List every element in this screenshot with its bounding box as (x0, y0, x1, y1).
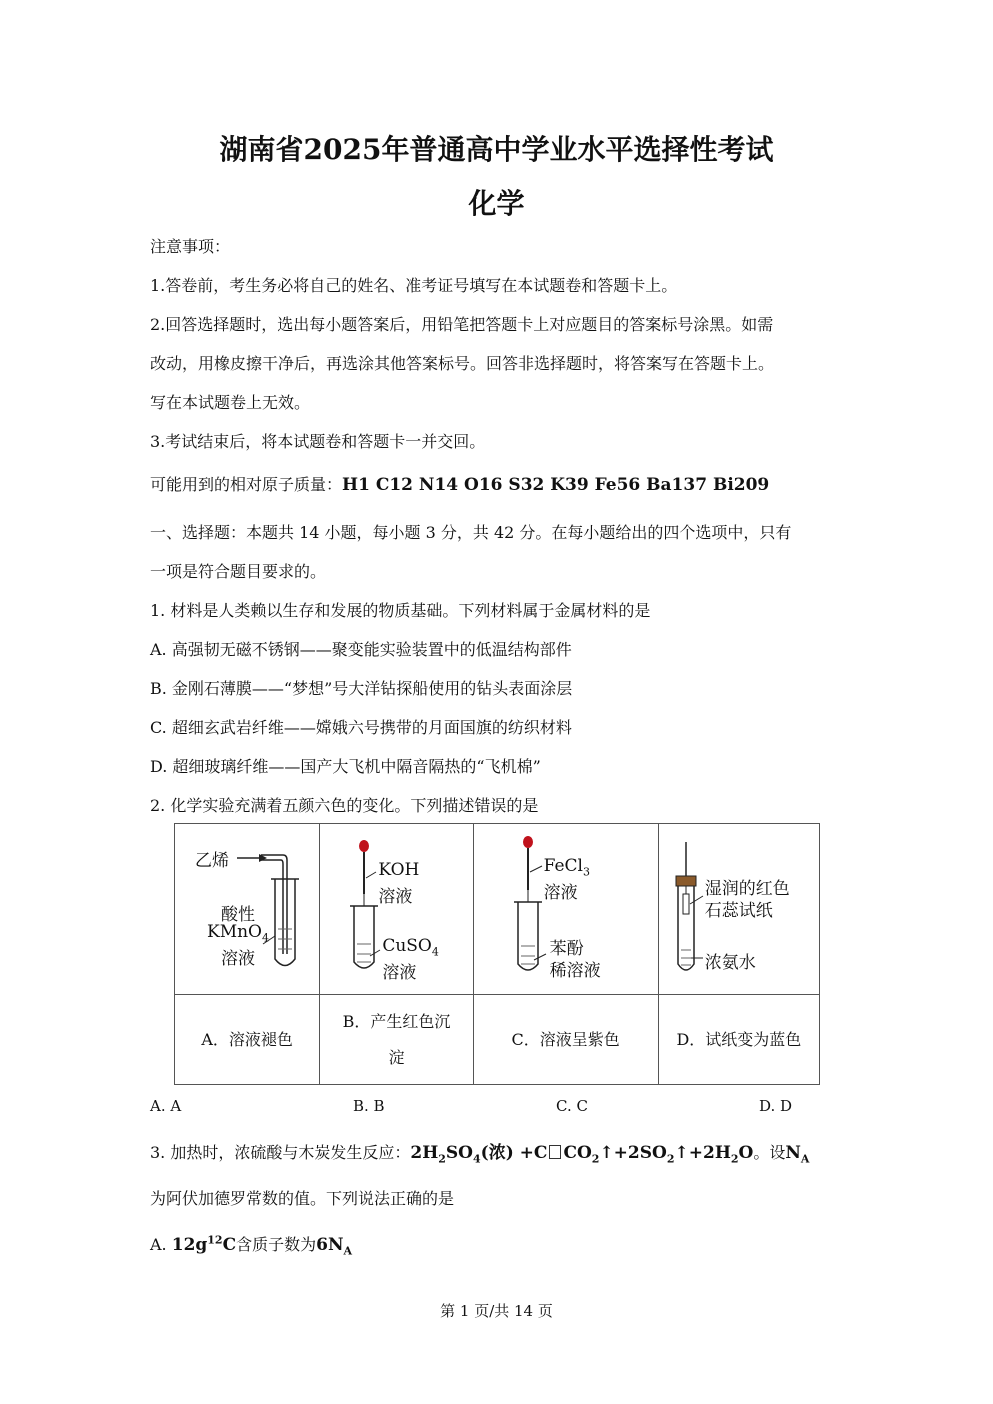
q2-answer-c: C. C (556, 1097, 588, 1115)
caption-c: C．溶液呈紫色 (473, 995, 658, 1085)
reagent-formula (207, 922, 269, 944)
atomic-mass-line (150, 472, 769, 495)
caption-b-line2: 淀 (388, 1047, 405, 1067)
q3-option-a (150, 1232, 352, 1257)
q3-stem (150, 1138, 809, 1165)
option-quantity (172, 1235, 236, 1255)
section-heading-cont: 一项是符合题目要求的。 (150, 562, 327, 581)
element: C (222, 1235, 237, 1255)
q1-stem: 1. 材料是人类赖以生存和发展的物质基础。下列材料属于金属材料的是 (150, 601, 651, 620)
figure-d (658, 824, 819, 995)
q2-stem: 2. 化学实验充满着五颜六色的变化。下列描述错误的是 (150, 796, 539, 815)
eq-part: O (738, 1143, 754, 1163)
eq-part: ↑+2SO (599, 1143, 667, 1163)
tube-reagent-label: 苯酚 (549, 939, 584, 959)
avogadro-symbol (785, 1143, 810, 1166)
section-heading: 一、选择题：本题共 14 小题，每小题 3 分，共 42 分。在每小题给出的四个选项中，只有 (150, 523, 792, 542)
q3-equation (410, 1143, 754, 1166)
paper-label: 湿润的红色 (704, 879, 790, 899)
notice-item: 2.回答选择题时，选出每小题答案后，用铅笔把答题卡上对应题目的答案标号涂黑。如需 (150, 315, 774, 334)
eq-part: 2H (410, 1143, 439, 1163)
tube-reagent-label: 稀溶液 (549, 961, 601, 981)
q3-stem-text: 3. 加热时，浓硫酸与木炭发生反应： (150, 1143, 411, 1162)
na-main: N (785, 1143, 801, 1163)
atomic-mass-label: 可能用到的相对原子质量： (150, 475, 343, 494)
reagent-formula-sub: 4 (262, 931, 269, 945)
q2-answer-d: D. D (759, 1097, 793, 1115)
q1-option-d: D. 超细玻璃纤维——国产大飞机中隔音隔热的“飞机棉” (150, 757, 541, 776)
tube-reagent-main: CuSO (382, 936, 432, 956)
reagent-formula-sub: 3 (582, 865, 590, 879)
caption-b-line1: B．产生红色沉 (342, 1011, 451, 1031)
reagent-name: KOH (378, 860, 420, 880)
notice-item: 写在本试题卷上无效。 (150, 393, 311, 412)
eq-part: CO (563, 1143, 592, 1163)
caption-b (320, 995, 473, 1085)
eq-sub: 4 (473, 1152, 481, 1166)
eq-part: ↑+2H (674, 1143, 731, 1163)
reagent-formula-main: FeCl (543, 856, 583, 876)
notice-item: 3.考试结束后，将本试题卷和答题卡一并交回。 (150, 432, 486, 451)
reagent-label: 溶液 (543, 883, 578, 903)
value-sub: A (343, 1244, 353, 1258)
reagent-label: 溶液 (378, 887, 413, 907)
option-letter: A. (150, 1235, 172, 1254)
notice-heading: 注意事项： (150, 237, 231, 256)
eq-sub: 2 (730, 1152, 739, 1166)
tube-reagent-label: 溶液 (382, 963, 417, 983)
q3-stem-cont: 为阿伏加德罗常数的值。下列说法正确的是 (150, 1189, 455, 1208)
q2-answer-a: A. A (150, 1097, 182, 1115)
atomic-mass-values: H1 C12 N14 O16 S32 K39 Fe56 Ba137 Bi209 (342, 475, 770, 495)
eq-sub: 2 (666, 1152, 675, 1166)
gas-label: 乙烯 (195, 851, 229, 871)
figure-c (473, 824, 658, 995)
tube-reagent-sub: 4 (431, 945, 439, 959)
tube-reagent-label: 浓氨水 (704, 953, 756, 973)
na-sub: A (800, 1152, 810, 1166)
value-main: 6N (316, 1235, 344, 1255)
paper-label: 石蕊试纸 (704, 901, 773, 921)
subject-title: 化学 (468, 187, 525, 220)
q1-option-b: B. 金刚石薄膜——“梦想”号大洋钻探船使用的钻头表面涂层 (150, 679, 573, 698)
notice-item: 1.答卷前，考生务必将自己的姓名、准考证号填写在本试题卷和答题卡上。 (150, 276, 678, 295)
q2-options-table (174, 823, 820, 1085)
page-footer: 第 1 页/共 14 页 (440, 1302, 553, 1320)
eq-part: SO (445, 1143, 473, 1163)
option-value (316, 1235, 353, 1258)
eq-sub: 2 (591, 1152, 600, 1166)
figure-a (175, 824, 320, 995)
eq-sub: 2 (438, 1152, 446, 1166)
caption-a: A．溶液褪色 (175, 995, 320, 1085)
eq-part: (浓) +C (480, 1143, 548, 1163)
exam-title: 湖南省2025年普通高中学业水平选择性考试 (219, 133, 774, 166)
caption-d: D．试纸变为蓝色 (658, 995, 819, 1085)
q1-option-a: A. 高强韧无磁不锈钢——聚变能实验装置中的低温结构部件 (150, 640, 572, 659)
reagent-formula-main: KMnO (207, 922, 262, 942)
isotope-mass: 12 (207, 1233, 223, 1247)
figure-b (320, 824, 473, 995)
reagent-label: 溶液 (221, 949, 255, 969)
reagent-label: 酸性 (221, 905, 255, 925)
mass: 12g (171, 1235, 208, 1255)
q2-answer-b: B. B (353, 1097, 385, 1115)
missing-glyph-box (549, 1145, 561, 1159)
q3-stem-text: 。设 (753, 1143, 786, 1162)
q1-option-c: C. 超细玄武岩纤维——嫦娥六号携带的月面国旗的纺织材料 (150, 718, 572, 737)
option-text: 含质子数为 (236, 1235, 317, 1254)
notice-item: 改动，用橡皮擦干净后，再选涂其他答案标号。回答非选择题时，将答案写在答题卡上。 (150, 354, 775, 373)
tube-reagent-formula (382, 936, 439, 958)
reagent-formula (544, 856, 590, 878)
